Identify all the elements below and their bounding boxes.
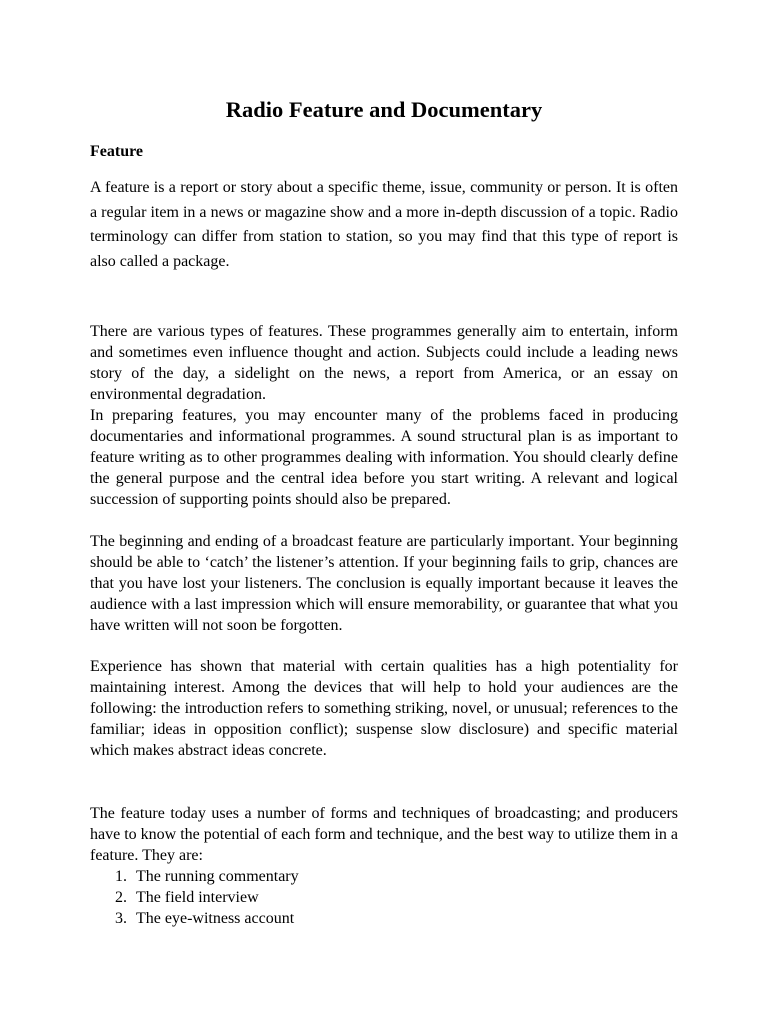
section-heading-feature: Feature bbox=[90, 143, 144, 160]
techniques-list bbox=[90, 866, 678, 929]
paragraph-1: A feature is a report or story about a specific theme, issue, community or person. It is often a regular item in a news or magazine show and a more in-depth discussion of a topic. Radio terminology can differ from station to station, so you may find that this type of report is also called a package. bbox=[90, 179, 678, 270]
paragraph-3: In preparing features, you may encounter many of the problems faced in producing documentaries and informational programmes. A sound structural plan is as important to feature writing as to other programmes dealing with information. You should clearly define the general purpose and the central idea before you start writing. A relevant and logical succession of supporting points should also be prepared. bbox=[90, 407, 678, 508]
document-title: Radio Feature and Documentary bbox=[225, 97, 543, 122]
list-item bbox=[90, 866, 678, 887]
list-item-text: The running commentary bbox=[136, 868, 299, 885]
paragraph-4: The beginning and ending of a broadcast feature are particularly important. Your beginning should be able to ‘catch’ the listener’s attention. If your beginning fails to grip, chances are that you have lost your listeners. The conclusion is equally important because it leaves the audience with a last impression which will ensure memorability, or guarantee that what you have written will not soon be forgotten. bbox=[90, 533, 678, 634]
paragraph-5: Experience has shown that material with certain qualities has a high potentiality for maintaining interest. Among the devices that will help to hold your audiences are the following: the introduction refers to something striking, novel, or unusual; references to the familiar; ideas in opposition conflict); suspense slow disclosure) and specific material which makes abstract ideas concrete. bbox=[90, 658, 678, 759]
list-item-number: 1. bbox=[115, 868, 127, 885]
list-item-number: 3. bbox=[115, 910, 127, 927]
list-item-number: 2. bbox=[115, 889, 127, 906]
paragraph-6: The feature today uses a number of forms and techniques of broadcasting; and producers have to know the potential of each form and technique, and the best way to utilize them in a feature. They are: bbox=[90, 805, 678, 864]
list-item-text: The field interview bbox=[136, 889, 259, 906]
list-item bbox=[90, 887, 678, 908]
paragraph-2: There are various types of features. These programmes generally aim to entertain, inform and sometimes even influence thought and action. Subjects could include a leading news story of the day, a sidelight on the news, a report from America, or an essay on environmental degradation. bbox=[90, 323, 678, 403]
list-item-text: The eye-witness account bbox=[136, 910, 295, 927]
list-item bbox=[90, 908, 678, 929]
